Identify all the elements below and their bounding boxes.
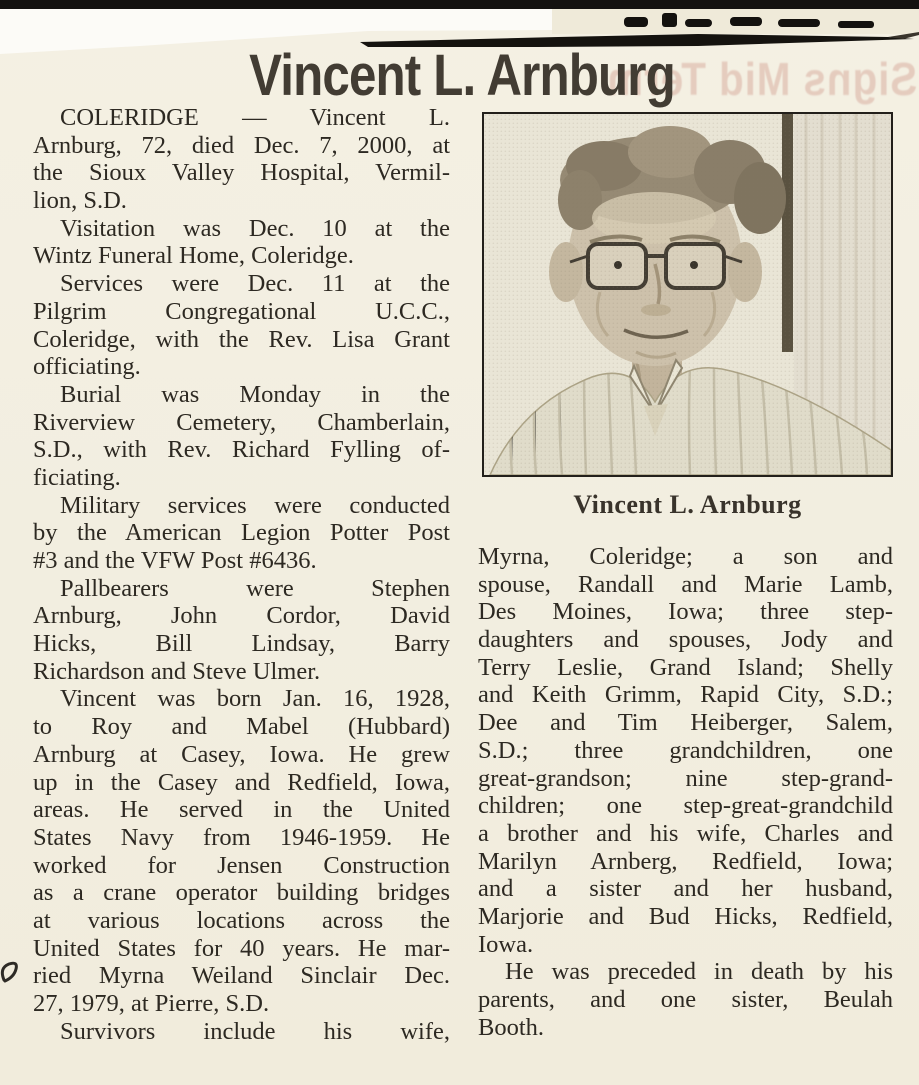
text-line: Booth. <box>478 1013 545 1041</box>
text-line: Marilyn Arnberg, Redfield, Iowa; <box>478 847 893 875</box>
portrait-photo <box>482 112 893 477</box>
text-line: worked for Jensen Construction <box>33 851 450 879</box>
text-line: S.D., with Rev. Richard Fylling of- <box>33 436 450 464</box>
text-line: to Roy and Mabel (Hubbard) <box>33 713 450 741</box>
text-line: Terry Leslie, Grand Island; Shelly <box>478 653 893 681</box>
text-line: ficiating. <box>33 463 121 491</box>
text-line: by the American Legion Potter Post <box>33 519 450 547</box>
scan-edge-bar <box>0 0 919 9</box>
text-line: up in the Casey and Redfield, Iowa, <box>33 768 450 796</box>
article-left-column <box>33 104 450 1045</box>
text-line: Hicks, Bill Lindsay, Barry <box>33 630 450 658</box>
text-line: S.D.; three grandchildren, one <box>478 736 893 764</box>
text-line: Des Moines, Iowa; three step- <box>478 598 893 626</box>
text-line: He was preceded in death by his <box>505 958 893 986</box>
photo-caption: Vincent L. Arnburg <box>573 490 802 519</box>
text-line: officiating. <box>33 353 141 381</box>
text-line: COLERIDGE — Vincent L. <box>60 104 450 131</box>
text-line: Pilgrim Congregational U.C.C., <box>33 297 450 325</box>
text-line: United States for 40 years. He mar- <box>33 934 450 962</box>
text-line: daughters and spouses, Jody and <box>478 626 893 654</box>
obituary-headline: Vincent L. Arnburg <box>249 43 675 108</box>
text-line: Survivors include his wife, <box>60 1017 450 1045</box>
text-line: Vincent was born Jan. 16, 1928, <box>60 685 450 713</box>
text-line: Dee and Tim Heiberger, Salem, <box>478 709 893 737</box>
text-line: Myrna, Coleridge; a son and <box>478 543 893 570</box>
text-line: #3 and the VFW Post #6436. <box>33 547 317 574</box>
text-line: States Navy from 1946-1959. He <box>33 823 450 851</box>
text-line: ried Myrna Weiland Sinclair Dec. <box>33 962 450 990</box>
text-line: and a sister and her husband, <box>478 875 893 903</box>
text-line: as a crane operator building bridges <box>33 879 450 907</box>
text-line: at various locations across the <box>33 906 450 934</box>
text-line: areas. He served in the United <box>33 796 450 824</box>
text-line: Arnburg, John Cordor, David <box>33 602 450 630</box>
text-line: parents, and one sister, Beulah <box>478 986 893 1013</box>
text-line: Visitation was Dec. 10 at the <box>60 214 450 242</box>
text-line: spouse, Randall and Marie Lamb, <box>478 570 893 598</box>
text-line: Marjorie and Bud Hicks, Redfield, <box>478 902 893 930</box>
text-line: Riverview Cemetery, Chamberlain, <box>33 408 450 436</box>
text-line: Pallbearers were Stephen <box>60 574 450 602</box>
text-line: Services were Dec. 11 at the <box>60 270 450 298</box>
text-line: lion, S.D. <box>33 187 127 215</box>
text-line: Coleridge, with the Rev. Lisa Grant <box>33 325 450 353</box>
text-line: Wintz Funeral Home, Coleridge. <box>33 242 354 270</box>
text-line: Richardson and Steve Ulmer. <box>33 657 321 685</box>
ghost-showthrough-text: Signs Mid Term <box>606 53 918 105</box>
text-line: a brother and his wife, Charles and <box>478 819 893 847</box>
text-line: 27, 1979, at Pierre, S.D. <box>33 990 270 1017</box>
text-line: Burial was Monday in the <box>60 380 450 408</box>
article-right-column <box>478 543 893 1041</box>
portrait-image <box>484 114 891 475</box>
text-line: Military services were conducted <box>60 491 450 519</box>
text-line: the Sioux Valley Hospital, Vermil- <box>33 159 450 187</box>
text-line: and Keith Grimm, Rapid City, S.D.; <box>478 681 893 709</box>
pen-mark <box>0 952 28 994</box>
text-line: children; one step-great-grandchild <box>478 792 893 820</box>
text-line: Arnburg at Casey, Iowa. He grew <box>33 740 450 768</box>
text-line: Iowa. <box>478 930 534 958</box>
text-line: great-grandson; nine step-grand- <box>478 764 893 792</box>
text-line: Arnburg, 72, died Dec. 7, 2000, at <box>33 131 450 159</box>
